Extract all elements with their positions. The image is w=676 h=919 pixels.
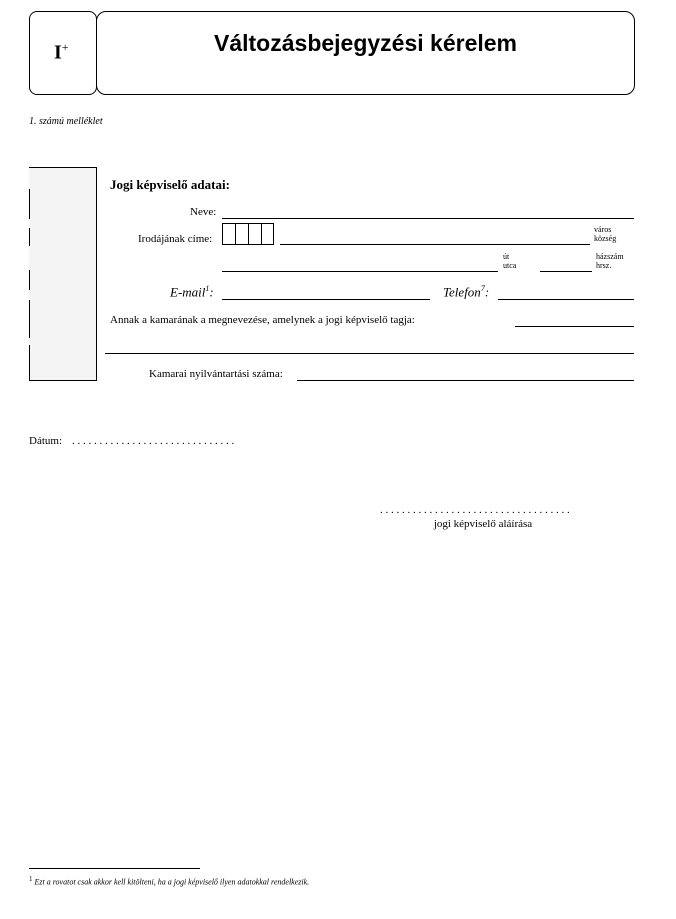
side-tick: [29, 300, 30, 338]
side-tick: [29, 228, 30, 246]
registry-label: Kamarai nyilvántartási száma:: [149, 368, 283, 380]
email-field[interactable]: [222, 299, 430, 300]
section-heading: Jogi képviselő adatai:: [110, 177, 230, 192]
registry-field[interactable]: [297, 380, 634, 381]
street-label-2: utca: [503, 261, 517, 270]
city-label: [594, 225, 616, 243]
postcode-divider: [248, 223, 249, 245]
date-field[interactable]: . . . . . . . . . . . . . . . . . . . . . . . . . . . . . .: [72, 435, 235, 447]
phone-field[interactable]: [498, 299, 634, 300]
house-label-1: házszám: [596, 252, 624, 261]
email-colon: :: [209, 284, 214, 300]
chamber-field-short[interactable]: [515, 326, 634, 327]
phone-colon: :: [484, 284, 490, 300]
house-label: [596, 252, 624, 270]
phone-footnote-ref: 7: [480, 284, 485, 293]
house-label-2: hrsz.: [596, 261, 612, 270]
footnote-rule: [29, 868, 200, 869]
house-number-field[interactable]: [540, 271, 592, 272]
page-title: Változásbejegyzési kérelem: [214, 30, 517, 56]
annex-label: 1. számú melléklet: [29, 116, 103, 127]
footnote: [29, 875, 309, 887]
email-label-text: E-mail: [170, 284, 206, 300]
side-tick: [29, 189, 30, 219]
side-tick: [29, 270, 30, 290]
office-label: Irodájának címe:: [138, 233, 213, 245]
date-label: Dátum:: [29, 435, 62, 447]
street-label-1: út: [503, 252, 510, 261]
signature-field[interactable]: . . . . . . . . . . . . . . . . . . . . . . . . . . . . . . . . . . .: [380, 504, 570, 516]
chamber-label: Annak a kamarának a megnevezése, amelynek a jogi képviselő tagja:: [110, 314, 415, 326]
side-strip: [29, 167, 97, 381]
chamber-field[interactable]: [105, 353, 634, 354]
signature-label: jogi képviselő aláírása: [433, 518, 533, 530]
postcode-divider: [261, 223, 262, 245]
postcode-divider: [235, 223, 236, 245]
email-label: [170, 284, 214, 300]
email-footnote-ref: 1: [205, 284, 210, 293]
street-field[interactable]: [222, 271, 498, 272]
form-code: [54, 40, 69, 65]
footnote-text: Ezt a rovatot csak akkor kell kitölteni, ha a jogi képviselő ilyen adatokkal rendelkezik.: [34, 877, 310, 887]
city-label-1: város: [594, 225, 612, 234]
side-tick: [29, 345, 30, 381]
city-label-2: község: [594, 234, 617, 243]
form-code-sup: +: [61, 40, 69, 54]
name-label: Neve:: [190, 206, 217, 218]
street-label: [503, 252, 516, 270]
footnote-number: 1: [29, 875, 33, 883]
phone-label: [443, 284, 489, 300]
name-field[interactable]: [222, 218, 634, 219]
phone-label-text: Telefon: [443, 284, 481, 300]
side-strip-top: [29, 167, 97, 168]
city-field[interactable]: [280, 244, 590, 245]
form-code-letter: I: [54, 41, 62, 64]
